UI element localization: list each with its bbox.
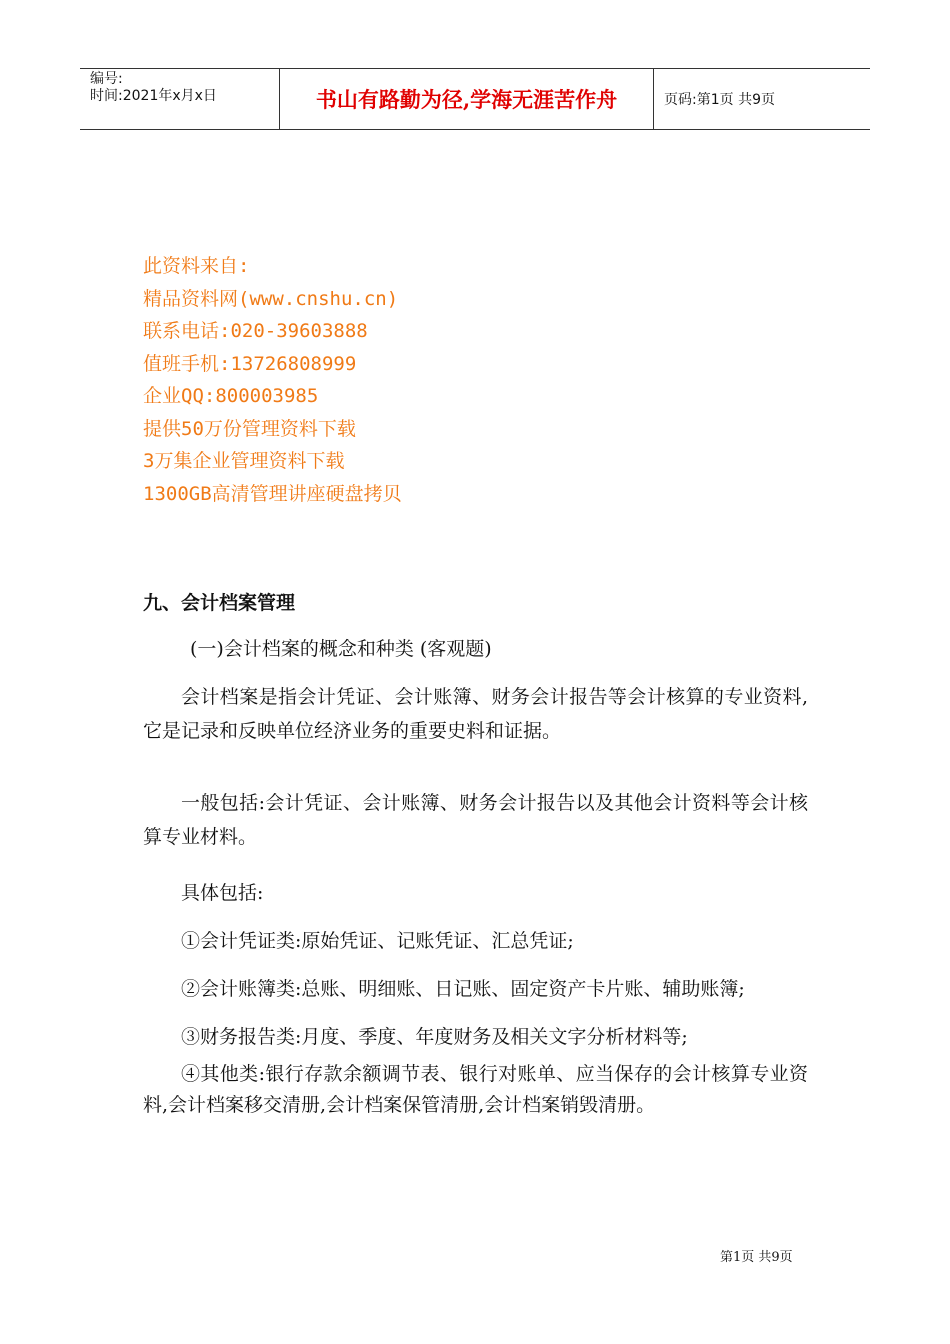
paragraph: 一般包括:会计凭证、会计账簿、财务会计报告以及其他会计资料等会计核算专业材料。 xyxy=(143,792,808,848)
promo-line: 联系电话:020-39603888 xyxy=(143,320,368,342)
promo-line: 值班手机:13726808999 xyxy=(143,352,357,375)
header-left-cell xyxy=(80,69,280,129)
list-item: ④其他类:银行存款余额调节表、银行对账单、应当保存的会计核算专业资料,会计档案移交清册,会计档案保管清册,会计档案销毁清册。 xyxy=(143,1063,808,1116)
promo-block xyxy=(143,250,402,510)
footer-page-number: 第1页 共9页 xyxy=(720,1250,793,1265)
promo-line: 此资料来自: xyxy=(143,255,250,277)
number-label: 编号: xyxy=(90,71,123,87)
promo-line: 3万集企业管理资料下载 xyxy=(143,450,345,472)
list-item: ③财务报告类:月度、季度、年度财务及相关文字分析材料等; xyxy=(181,1026,688,1048)
section-subtitle: (一)会计档案的概念和种类 (客观题) xyxy=(190,638,492,660)
header-motto: 书山有路勤为径,学海无涯苦作舟 xyxy=(280,69,654,129)
header-page-label: 页码:第1页 共9页 xyxy=(664,92,775,108)
promo-line: 提供50万份管理资料下载 xyxy=(143,417,356,440)
body-text xyxy=(143,680,808,1121)
list-item: ②会计账簿类:总账、明细账、日记账、固定资产卡片账、辅助账簿; xyxy=(181,978,745,1000)
main-content xyxy=(143,586,808,620)
promo-line: 精品资料网(www.cnshu.cn) xyxy=(143,287,399,310)
date-label: 时间:2021年x月x日 xyxy=(90,88,217,104)
section-title: 九、会计档案管理 xyxy=(143,592,296,614)
list-item: ①会计凭证类:原始凭证、记账凭证、汇总凭证; xyxy=(181,930,574,952)
paragraph: 具体包括: xyxy=(181,882,264,904)
promo-line: 企业QQ:800003985 xyxy=(143,385,319,407)
header-table xyxy=(80,68,870,130)
paragraph: 会计档案是指会计凭证、会计账簿、财务会计报告等会计核算的专业资料,它是记录和反映单位经济业务的重要史料和证据。 xyxy=(143,686,808,742)
promo-line: 1300GB高清管理讲座硬盘拷贝 xyxy=(143,482,402,505)
